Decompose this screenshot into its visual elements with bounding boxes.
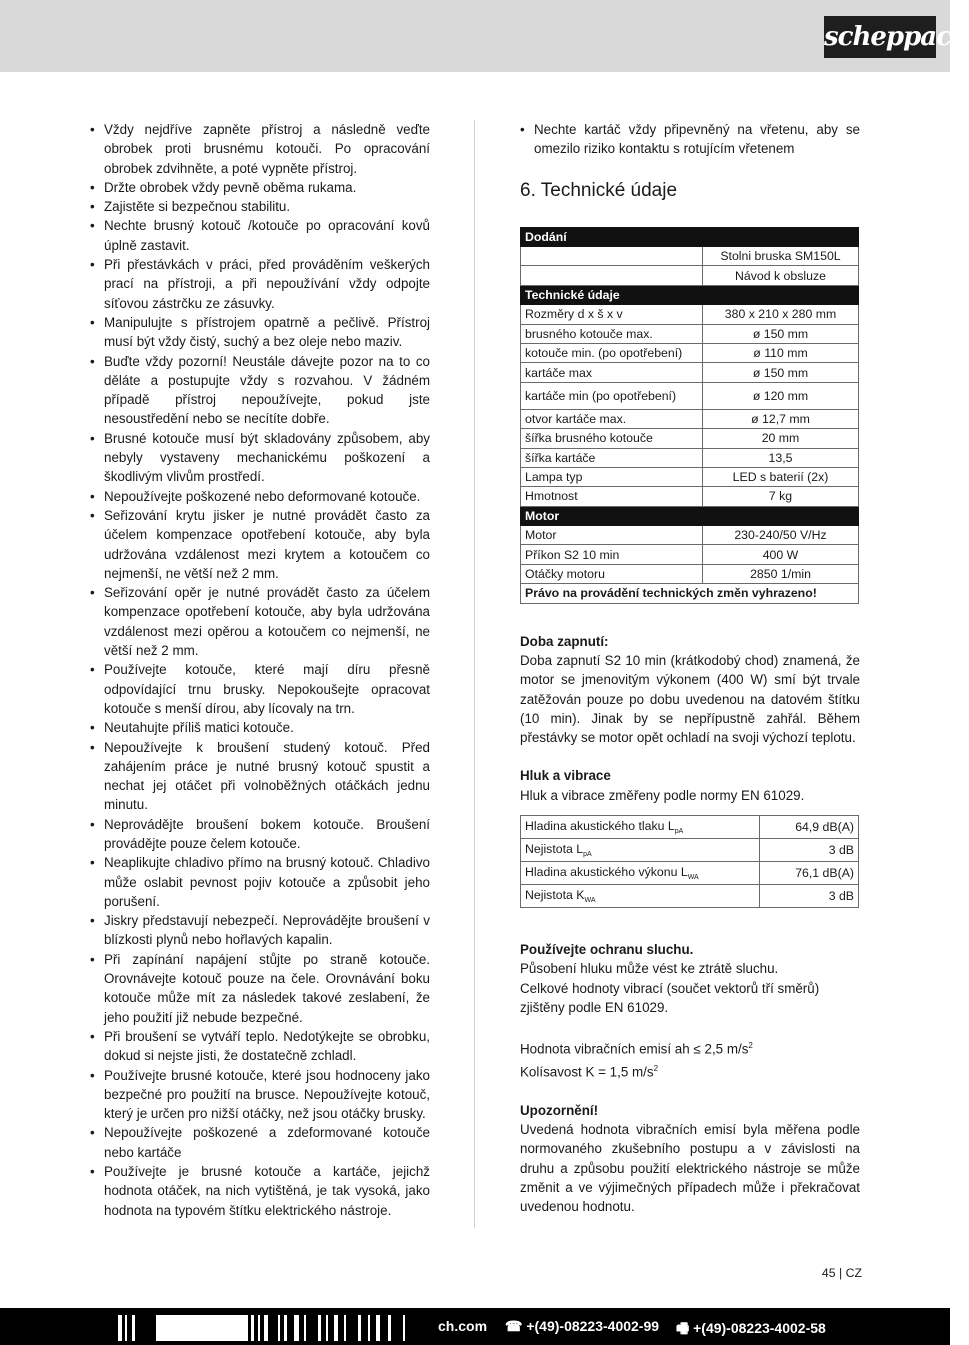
protection-line: Celkové hodnoty vibrací (součet vektorů tří směrů) zjištěny podle EN 61029. bbox=[520, 980, 820, 1015]
table-row bbox=[521, 545, 859, 564]
spec-value: 230-240/50 V/Hz bbox=[703, 526, 859, 545]
table-header-row bbox=[521, 285, 859, 304]
table-row bbox=[521, 862, 859, 885]
noise-title: Hluk a vibrace bbox=[520, 768, 611, 784]
spec-value: ø 12,7 mm bbox=[703, 409, 859, 428]
list-item: • Zajistěte si bezpečnou stabilitu. bbox=[90, 197, 430, 216]
table-header-row bbox=[521, 227, 859, 246]
spec-label: Otáčky motoru bbox=[521, 564, 703, 583]
left-column bbox=[90, 120, 430, 1220]
list-item: • Manipulujte s přístrojem opatrně a pečlivě. Přístroj musí být vždy čistý, suchý a bez oleje nebo maziv. bbox=[90, 313, 430, 352]
spec-value: ø 110 mm bbox=[703, 343, 859, 362]
list-item: • Nepoužívejte poškozené nebo deformované kotouče. bbox=[90, 487, 430, 506]
tech-header: Technické údaje bbox=[521, 285, 859, 304]
protection-line: Působení hluku může vést ke ztrátě sluchu. bbox=[520, 961, 779, 977]
spec-value: ø 150 mm bbox=[703, 363, 859, 382]
spec-value: ø 150 mm bbox=[703, 324, 859, 343]
footer-bar bbox=[0, 1308, 950, 1345]
noise-label: Hladina akustického výkonu $L_{WA}$ bbox=[521, 862, 760, 885]
noise-label: Nejistota $K_{WA}$ bbox=[521, 885, 760, 908]
table-row bbox=[521, 467, 859, 486]
column-divider bbox=[474, 120, 475, 1228]
table-row bbox=[521, 409, 859, 428]
spec-label: Rozměry d x š x v bbox=[521, 305, 703, 324]
table-row bbox=[521, 324, 859, 343]
list-item: • Neprovádějte broušení bokem kotouče. Broušení provádějte pouze čelem kotouče. bbox=[90, 815, 430, 854]
noise-label: Hladina akustického tlaku $L_{pA}$ bbox=[521, 816, 760, 839]
list-item: • Při broušení se vytváří teplo. Nedotýkejte se obrobku, dokud si nejste jisti, že dostatečně zchladl. bbox=[90, 1027, 430, 1066]
duty-title: Doba zapnutí: bbox=[520, 633, 609, 649]
list-item: • Používejte brusné kotouče, které jsou hodnoceny jako bezpečné pro použití na brusce. Nepoužívejte kotouč, který je určen pro nižší otáčky, než jsou otáčky brusky. bbox=[90, 1066, 430, 1124]
delivery-header: Dodání bbox=[521, 227, 859, 246]
spec-value: 13,5 bbox=[703, 448, 859, 467]
list-item: • Seřizování opěr je nutné provádět často za účelem kompenzace opotřebení kotouče, aby byla udržována vzdálenost mezi opěrou a kotoučem co nejmenší, ne větší než 2 mm. bbox=[90, 583, 430, 660]
right-column bbox=[520, 120, 860, 1217]
spec-value: 380 x 210 x 280 mm bbox=[703, 305, 859, 324]
table-row bbox=[521, 839, 859, 862]
table-row bbox=[521, 363, 859, 382]
list-item: • Nechte kartáč vždy připevněný na vřetenu, aby se omezilo riziko kontaktu s rotujícím vřetenem bbox=[520, 120, 860, 159]
list-item: • Používejte je brusné kotouče a kartáče, jejichž hodnota otáček, na nich vytištěná, je tak vysoká, jako hodnota na typovém štítku elektrického nástroje. bbox=[90, 1162, 430, 1220]
list-item: • Nepoužívejte k broušení studený kotouč. Před zahájením práce je nutné brusný kotouč spustit a nechat jej otáčet při volnoběžných otáčkách jednu minutu. bbox=[90, 738, 430, 815]
protection-title: Používejte ochranu sluchu. bbox=[520, 942, 694, 957]
spec-value: ø 120 mm bbox=[703, 382, 859, 409]
noise-value: 3 dB bbox=[760, 839, 859, 862]
page-number: 45 | CZ bbox=[821, 1266, 862, 1280]
vibration-uncertainty: Kolísavost K = 1,5 $m/s^2$ bbox=[520, 1063, 659, 1080]
delivery-item: Stolni bruska SM150L bbox=[703, 246, 859, 265]
table-row bbox=[521, 343, 859, 362]
table-row bbox=[521, 816, 859, 839]
list-item: • Seřizování krytu jisker je nutné provádět často za účelem kompenzace opotřebení kotouče, aby byla udržována vzdálenost mezi krytem a kotoučem co nejmenší, ne větší než 2 mm. bbox=[90, 506, 430, 583]
table-header-row bbox=[521, 506, 859, 525]
list-item: • Při přestávkách v práci, před prováděním veškerých prací na přístroji, a při nepoužívání vždy odpojte síťovou zástrčku ze zásuvky. bbox=[90, 255, 430, 313]
noise-value: 64,9 dB(A) bbox=[760, 816, 859, 839]
spec-value: 400 W bbox=[703, 545, 859, 564]
duty-text: Doba zapnutí S2 10 min (krátkodobý chod) znamená, že motor se jmenovitým výkonem (400 W) smí být trvale zatěžován pouze po dobu uvedenou na datovém štítku (10 min). Jinak by se nepřípustně zahřál. Během přestávky se motor opět ochladí na svoji výchozí teplotu. bbox=[520, 652, 860, 746]
spec-label: kartáče min (po opotřebení) bbox=[521, 382, 703, 409]
vibration-value: Hodnota vibračních emisí ah ≤ 2,5 $m/s^2$ bbox=[520, 1041, 753, 1057]
list-item: • Držte obrobek vždy pevně oběma rukama. bbox=[90, 178, 430, 197]
list-item: • Brusné kotouče musí být skladovány způsobem, aby nebyly vystaveny mechanickému poškození a škodlivým vlivům prostředí. bbox=[90, 429, 430, 487]
noise-table bbox=[520, 815, 859, 908]
spec-value: LED s baterií (2x) bbox=[703, 467, 859, 486]
list-item: • Vždy nejdříve zapněte přístroj a následně veďte obrobek proti brusnému kotouči. Po opracování obrobek zdvihněte, a poté vypněte přístroj. bbox=[90, 120, 430, 178]
spec-label: Hmotnost bbox=[521, 487, 703, 506]
spec-value: 2850 1/min bbox=[703, 564, 859, 583]
scheppach-logo: scheppach bbox=[824, 16, 936, 58]
spec-label: Lampa typ bbox=[521, 467, 703, 486]
delivery-item: Návod k obsluze bbox=[703, 266, 859, 285]
fax-text: 🖷 +(49)-08223-4002-58 bbox=[676, 1320, 826, 1336]
spec-label: Motor bbox=[521, 526, 703, 545]
spec-label: otvor kartáče max. bbox=[521, 409, 703, 428]
table-row bbox=[521, 382, 859, 409]
warning-text: Uvedená hodnota vibračních emisí byla měřena podle normovaného zkušebního postupu a v závislosti na druhu a způsobu použití elektrického nástroje se může změnit a ve výjimečných případech může i překračovat uvedenou hodnotu. bbox=[520, 1122, 860, 1215]
noise-value: 76,1 dB(A) bbox=[760, 862, 859, 885]
safety-instructions-list bbox=[90, 120, 430, 1220]
list-item: • Nechte brusný kotouč /kotouče po opracování kovů úplně zastavit. bbox=[90, 216, 430, 255]
table-row bbox=[521, 526, 859, 545]
spec-label: kartáče max bbox=[521, 363, 703, 382]
technical-changes-note: Právo na provádění technických změn vyhrazeno! bbox=[521, 584, 859, 603]
section-title: 6. Technické údaje bbox=[520, 179, 678, 201]
brush-instruction-list bbox=[520, 120, 860, 159]
table-row bbox=[521, 429, 859, 448]
noise-intro: Hluk a vibrace změřeny podle normy EN 61029. bbox=[520, 787, 805, 803]
list-item: • Jiskry představují nebezpečí. Neprovádějte broušení v blízkosti plynů nebo hořlavých kapalin. bbox=[90, 911, 430, 950]
table-row bbox=[521, 487, 859, 506]
table-row bbox=[521, 266, 859, 285]
table-row bbox=[521, 885, 859, 908]
spec-label: brusného kotouče max. bbox=[521, 324, 703, 343]
list-item: • Používejte kotouče, které mají díru přesně odpovídající trnu brusky. Nepokoušejte opracovat kotouče s menší dírou, aby lícovaly na trn. bbox=[90, 660, 430, 718]
table-row bbox=[521, 448, 859, 467]
noise-label: Nejistota $L_{pA}$ bbox=[521, 839, 760, 862]
spec-label: kotouče min. (po opotřebení) bbox=[521, 343, 703, 362]
noise-value: 3 dB bbox=[760, 885, 859, 908]
list-item: • Neaplikujte chladivo přímo na brusný kotouč. Chladivo může oslabit pevnost pojiv kotouče a způsobit jeho porušení. bbox=[90, 853, 430, 911]
spec-value: 7 kg bbox=[703, 487, 859, 506]
list-item: • Neutahujte příliš matici kotouče. bbox=[90, 718, 430, 737]
list-item: • Při zapínání napájení stůjte po straně kotouče. Orovnávejte kotouč pouze na čele. Orovnávání boku kotouče může mít za následek takové zeslabení, že jeho použití již nebude bezpečné. bbox=[90, 950, 430, 1027]
phone-text: ☎ +(49)-08223-4002-99 bbox=[505, 1318, 660, 1334]
list-item: • Nepoužívejte poškozené a zdeformované kotouče nebo kartáče bbox=[90, 1123, 430, 1162]
website-text: ch.com bbox=[438, 1318, 488, 1334]
table-row bbox=[521, 246, 859, 265]
tech-spec-table bbox=[520, 227, 859, 604]
spec-label: šířka kartáče bbox=[521, 448, 703, 467]
spec-label: šířka brusného kotouče bbox=[521, 429, 703, 448]
header-bar bbox=[0, 0, 969, 72]
motor-header: Motor bbox=[521, 506, 859, 525]
table-footer-row bbox=[521, 584, 859, 603]
spec-value: 20 mm bbox=[703, 429, 859, 448]
table-row bbox=[521, 564, 859, 583]
warning-title: Upozornění! bbox=[520, 1102, 599, 1118]
list-item: • Buďte vždy pozorní! Neustále dávejte pozor na to co děláte a postupujte vždy s rozvahou. V žádném případě přístroj nepoužívejte, pokud jste nesoustředění nebo se necítíte dobře. bbox=[90, 352, 430, 429]
spec-label: Příkon S2 10 min bbox=[521, 545, 703, 564]
barcode-graphic bbox=[118, 1311, 418, 1341]
table-row bbox=[521, 305, 859, 324]
